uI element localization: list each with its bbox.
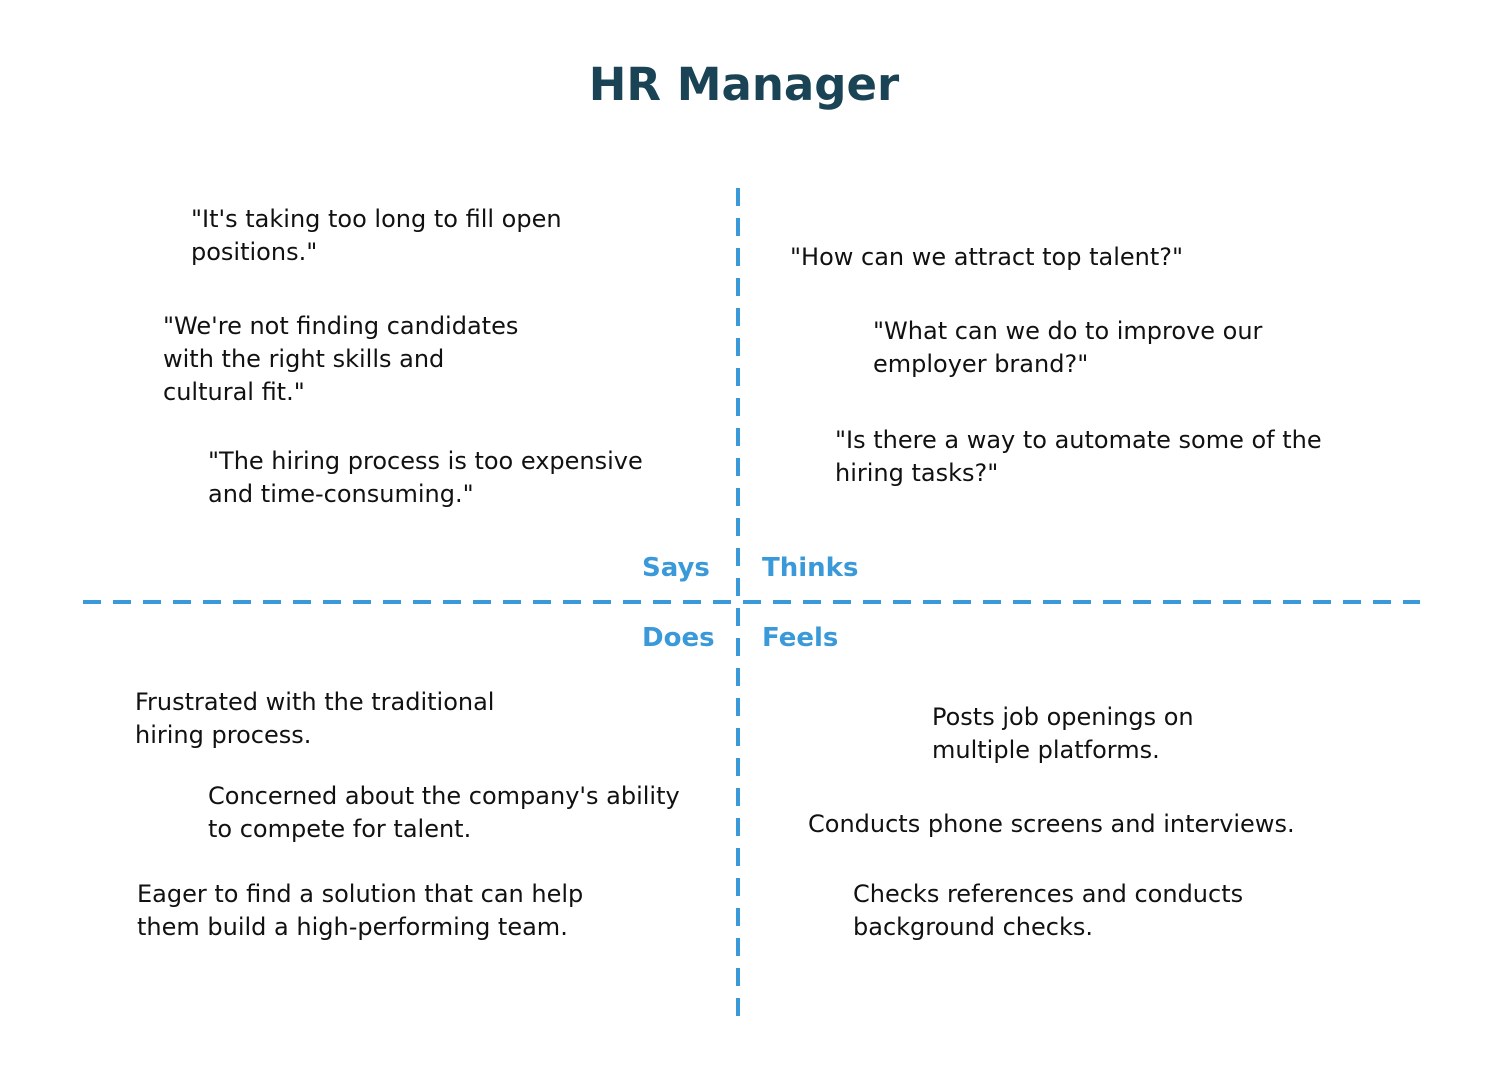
does-note: Frustrated with the traditional hiring process. bbox=[135, 688, 495, 749]
thinks-label: Thinks bbox=[762, 553, 859, 583]
thinks-note: "What can we do to improve our employer brand?" bbox=[873, 317, 1263, 378]
thinks-note: "Is there a way to automate some of the hiring tasks?" bbox=[835, 426, 1322, 487]
says-note: "The hiring process is too expensive and time-consuming." bbox=[208, 447, 643, 508]
says-label: Says bbox=[642, 553, 710, 583]
feels-label: Feels bbox=[762, 623, 839, 653]
does-label: Does bbox=[642, 623, 715, 653]
does-note: Eager to find a solution that can help them build a high-performing team. bbox=[137, 880, 584, 941]
feels-note: Conducts phone screens and interviews. bbox=[808, 810, 1295, 838]
says-note: "We're not finding candidates with the right skills and cultural fit." bbox=[163, 312, 519, 406]
thinks-note: "How can we attract top talent?" bbox=[790, 243, 1184, 271]
says-note: "It's taking too long to fill open positions." bbox=[191, 205, 562, 266]
page-title: HR Manager bbox=[588, 58, 900, 111]
does-note: Concerned about the company's ability to compete for talent. bbox=[208, 782, 680, 843]
feels-note: Checks references and conducts background checks. bbox=[853, 880, 1244, 941]
feels-note: Posts job openings on multiple platforms. bbox=[932, 703, 1194, 764]
